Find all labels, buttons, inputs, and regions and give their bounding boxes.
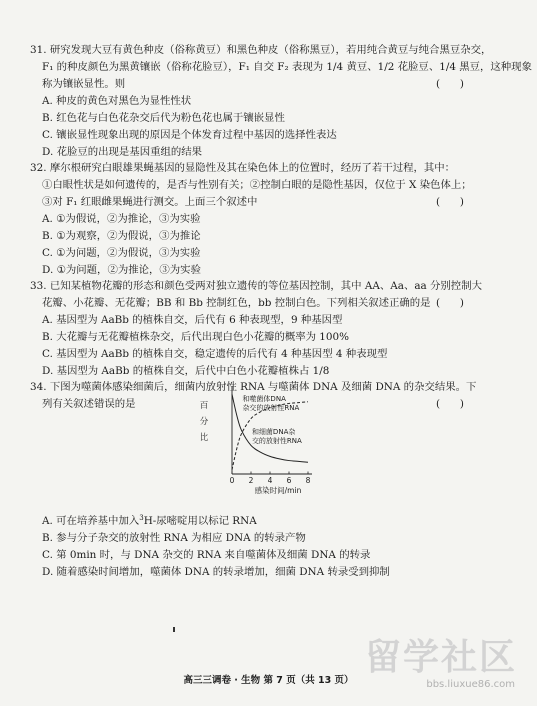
q34-option-a-sup: 3 xyxy=(139,514,144,522)
q34-option-c: C. 第 0min 时，与 DNA 杂交的 RNA 来自噬菌体及细菌 DNA 的转录 xyxy=(42,549,371,561)
q33-option-d: D. 基因型为 AaBb 的植株自交，后代中白色小花瓣植株占 1/8 xyxy=(42,365,330,377)
q33-option-a: A. 基因型为 AaBb 的植株自交，后代有 6 种表现型，9 种基因型 xyxy=(42,314,343,326)
q33-option-c: C. 基因型为 AaBb 的植株自交，稳定遗传的后代有 4 种基因型 4 种表现型 xyxy=(42,348,388,360)
q34-answer-paren[interactable]: ( ) xyxy=(436,398,464,410)
q31-stem-line-1: 31. 研究发现大豆有黄色种皮（俗称黄豆）和黑色种皮（俗称黑豆），若用纯合黄豆与纯合黑豆杂交， xyxy=(30,44,492,56)
q31-option-d: D. 花脸豆的出现是基因重组的结果 xyxy=(42,146,203,158)
page-footer: 高三三调卷 · 生物 第 7 页（共 13 页） xyxy=(183,675,354,686)
watermark-logo-text: 留学社区 xyxy=(364,637,517,678)
q34-option-a-after: H-尿嘧啶用以标记 RNA xyxy=(143,515,257,527)
q33-stem-line-2: 花瓣、小花瓣、无花瓣；BB 和 Bb 控制红色，bb 控制白色。下列相关叙述正确的是 xyxy=(42,297,431,309)
chart-y-label-char: 百 xyxy=(199,401,209,411)
q33-stem-line-1: 33. 已知某植物花瓣的形态和颜色受两对独立遗传的等位基因控制，其中 AA、Aa、aa 分别控制大 xyxy=(30,280,482,292)
watermark xyxy=(335,637,525,698)
phage-series-label-line: 和噬菌体DNA xyxy=(242,395,286,403)
chart-y-label-char: 分 xyxy=(199,417,209,427)
q32-option-d: D. ①为问题，②为推论，③为实验 xyxy=(42,264,201,276)
q34-option-b: B. 参与分子杂交的放射性 RNA 为相应 DNA 的转录产物 xyxy=(42,532,306,544)
q34-stem-line-1: 34. 下图为噬菌体感染细菌后，细菌内放射性 RNA 与噬菌体 DNA 及细菌 DNA 的杂交结果。下 xyxy=(30,381,477,393)
q32-stem-line-3: ③对 F₁ 红眼雌果蝇进行测交。上面三个叙述中 xyxy=(42,196,258,208)
hybridization-chart xyxy=(196,384,346,496)
scan-mark xyxy=(173,627,175,632)
q32-option-a: A. ①为假说，②为推论，③为实验 xyxy=(42,213,201,225)
chart-y-label-char: 比 xyxy=(199,433,209,443)
watermark-url: bbs.liuxue86.com xyxy=(426,679,515,690)
chart-x-tick-label: 0 xyxy=(229,476,235,485)
chart-svg xyxy=(196,384,346,496)
bacteria-series-label-line: 交的放射性RNA xyxy=(251,437,302,445)
q34-option-a xyxy=(42,516,257,526)
q31-option-b: B. 红色花与白色花杂交后代为粉色花也属于镶嵌显性 xyxy=(42,112,285,124)
q32-option-c: C. ①为问题，②为假说，③为实验 xyxy=(42,247,201,259)
chart-x-label: 感染时间/min xyxy=(254,486,302,495)
q31-option-a: A. 种皮的黄色对黑色为显性性状 xyxy=(42,95,192,107)
q31-stem-line-2: F₁ 的种皮颜色为黑黄镶嵌（俗称花脸豆），F₁ 自交 F₂ 表现为 1/4 黄豆、1/2 花脸豆、1/4 黑豆，这种现象 xyxy=(42,61,532,73)
q31-stem-line-3: 称为镶嵌显性。则 xyxy=(42,78,126,90)
q33-answer-paren[interactable]: ( ) xyxy=(436,297,464,309)
phage-series-label-line: 杂交的放射性RNA xyxy=(242,404,300,412)
q31-answer-paren[interactable]: ( ) xyxy=(436,78,464,90)
chart-x-tick-label: 8 xyxy=(305,476,311,485)
q32-stem-line-1: 32. 摩尔根研究白眼雄果蝇基因的显隐性及其在染色体上的位置时，经历了若干过程，其中： xyxy=(30,162,456,174)
bacteria-series-label-line: 和细菌DNA杂 xyxy=(251,428,296,436)
q33-option-b: B. 大花瓣与无花瓣植株杂交，后代出现白色小花瓣的概率为 100% xyxy=(42,331,350,343)
q32-option-b: B. ①为观察，②为假说，③为推论 xyxy=(42,230,201,242)
q32-answer-paren[interactable]: ( ) xyxy=(436,196,464,208)
chart-x-tick-label: 6 xyxy=(286,476,292,485)
q34-stem-line-2: 列有关叙述错误的是 xyxy=(42,398,136,410)
q31-option-c: C. 镶嵌显性现象出现的原因是个体发育过程中基因的选择性表达 xyxy=(42,129,337,141)
q34-option-a-before: A. 可在培养基中加入 xyxy=(42,515,140,527)
chart-x-tick-label: 2 xyxy=(248,476,254,485)
q34-option-d: D. 随着感染时间增加，噬菌体 DNA 的转录增加，细菌 DNA 转录受到抑制 xyxy=(42,566,390,578)
chart-x-tick-label: 4 xyxy=(267,476,273,485)
q32-stem-line-2: ①白眼性状是如何遗传的，是否与性别有关；②控制白眼的是隐性基因，仅位于 X 染色体上； xyxy=(42,179,472,191)
